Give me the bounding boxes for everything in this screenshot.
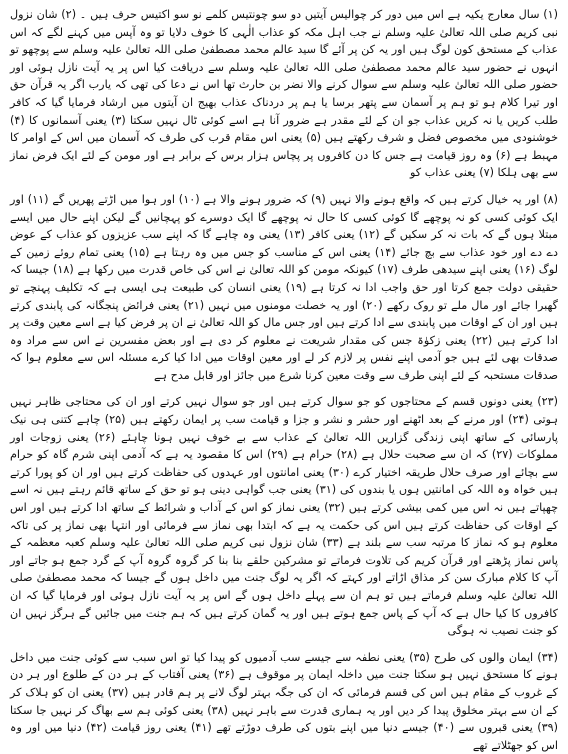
footnotes-paragraph-3: (۲۳) یعنی دونوں قسم کے محتاجوں کو جو سوال کرتے ہیں اور جو سوال نہیں کرتے اور ان کی محتاجی ظاہر نہیں ہوتی (۲۴) اور مرنے کے بعد اٹھنے اور حشر و نشر و جزا و قیامت سب پر ایمان رکھتے ہیں (۲۵) چاہے کتنی ہی نیک پارسائی کے ساتھ اپنی زندگی گزاریں اللہ تعالیٰ کے عذاب سے بے خوف نہیں ہونا چاہئے (۲۶) یعنی زوجات اور مملوکات (۲۷) کہ ان سے صحبت حلال ہے (۲۸) حرام ہے (۲۹) اس کا مقصود یہ ہے کہ آدمی اپنی شرم گاہ کو حرام سے بچائے اور صرف حلال طریقہ اختیار کرے (۳۰) یعنی امانتوں اور عہدوں کی حفاظت کرتے ہیں اور ان کو پورا کرتے ہیں خواہ وہ اللہ کی امانتیں ہوں یا بندوں کی (۳۱) یعنی جب گواہی دینی ہو تو حق کے ساتھ قائم رہتے ہیں نہ اسے چھپاتے ہیں نہ اس میں کمی بیشی کرتے ہیں (۳۲) یعنی نماز کو اس کے آداب و شرائط کے ساتھ ادا کرتے ہیں اور اس کے اوقات کی حفاظت کرتے ہیں اس کی حکمت یہ ہے کہ ابتدا بھی نماز سے فرمائی اور انتہا بھی نماز پر کی تاکہ معلوم ہو کہ نماز کا مرتبہ سب سے بلند ہے (۳۳) شان نزول نبی کریم صلی اللہ تعالیٰ علیہ وسلم کعبہ معظمہ کے پاس نماز پڑھتے اور قرآن کریم کی تلاوت فرماتے تو مشرکین حلقے بنا بنا کر گروہ گروہ آپ کے گرد جمع ہو جاتے اور آپ کا کلام مبارک سن کر مذاق اڑاتے اور کہتے کہ اگر یہ لوگ جنت میں داخل ہوں گے جیسا کہ محمد مصطفیٰ صلی اللہ تعالیٰ علیہ وسلم فرماتے ہیں تو ہم ان سے پہلے داخل ہوں گے اس پر یہ آیت نازل ہوئی اور فرمایا گیا کہ ان کافروں کا کیا حال ہے کہ آپ کے پاس جمع ہوتے ہیں اور یہ گمان کرتے ہیں کہ ہم جنت میں جائیں گے ہرگز نہیں ان کو جنت نصیب نہ ہوگی: [10, 395, 559, 638]
footnotes-paragraph-4: (۳۴) ایمان والوں کی طرح (۳۵) یعنی نطفہ سے جیسے سب آدمیوں کو پیدا کیا تو اس سبب سے کوئی جنت میں داخل ہونے کا مستحق نہیں ہو سکتا جنت میں داخلہ ایمان پر موقوف ہے (۳۶) یعنی آفتاب کے ہر دن کے طلوع اور ہر دن کے غروب کے مقام ہیں اس کی قسم فرمائی کہ ان کی جگہ بہتر لوگ لانے پر ہم قادر ہیں (۳۷) یعنی ان کو ہلاک کر کے ان سے بہتر مخلوق پیدا کر دیں اور یہ ہماری قدرت سے باہر نہیں (۳۸) یعنی کوئی ہم سے بھاگ کر نہیں جا سکتا (۳۹) یعنی قبروں سے (۴۰) جیسے دنیا میں اپنے بتوں کی طرف دوڑتے تھے (۴۱) یعنی روز قیامت (۴۲) دنیا میں اور وہ اس کو جھٹلاتے تھے: [10, 650, 559, 752]
footnotes-paragraph-2: (۸) اور یہ خیال کرتے ہیں کہ واقع ہونے والا نہیں (۹) کہ ضرور ہونے والا ہے (۱۰) اور ہوا میں اڑتے پھریں گے (۱۱) اور ایک کوئی کسی کو نہ پوچھے گا کوئی کسی کا حال نہ پوچھے گا ایک دوسرے کو پہچانیں گے لیکن اپنے حال میں ایسے مبتلا ہوں گے کہ بات نہ کر سکیں گے (۱۲) یعنی کافر (۱۳) یعنی وہ چاہے گا کہ اپنے سب عزیزوں کو عذاب کے عوض دے دے اور خود عذاب سے بچ جائے (۱۴) یعنی اس کے مناسب کو جس میں وہ رہتا ہے (۱۵) یعنی تمام روئے زمین کے لوگ (۱۶) یعنی اپنے سیدھی طرف (۱۷) کیونکہ مومن کو اللہ تعالیٰ نے اس کی خاص قدرت میں رکھا ہے (۱۸) جیسا کہ حقیقی دولت جمع کرتا اور حق واجب ادا نہ کرتا ہے (۱۹) یعنی انسان کی طبیعت ہی ایسی ہے کہ تکلیف پہنچے تو گھبرا جائے اور مال ملے تو روک رکھے (۲۰) اور یہ خصلت مومنوں میں نہیں (۲۱) یعنی فرائض پنجگانہ کی پابندی کرتے ہیں اور ان کے اوقات میں پابندی سے ادا کرتے ہیں اور جس مال کو اللہ تعالیٰ نے ان پر فرض کیا ہے اسے معین وقت پر ادا کرتے ہیں (۲۲) یعنی زکوٰۃ جس کی مقدار شریعت نے معلوم کر دی ہے اور بعض مفسرین نے اس سے مراد وہ صدقات بھی لئے ہیں جو آدمی اپنے نفس پر لازم کر لے اور معین اوقات میں ادا کیا کرے مسئلہ اس سے معلوم ہوا کہ صدقات مستحبہ کے لئے اپنی طرف سے وقت معین کرنا شرع میں جائز اور قابل مدح ہے: [10, 192, 559, 382]
paragraph-gap: [10, 384, 558, 393]
footnotes-paragraph-1: (۱) سال معارج یکیہ ہے اس میں دور کر چوالیس آیتیں دو سو چونتیس کلمے نو سو اکتیس حرف ہیں ۔ (۲) شان نزول نبی کریم صلی اللہ تعالیٰ علیہ وسلم نے جب اہل مکہ کو عذاب الٰہی کا خوف دلایا تو وہ آپس میں کہنے لگے کہ اس عذاب کے مستحق کون لوگ ہیں اور یہ کن پر آئے گا سید عالم محمد مصطفیٰ صلی اللہ تعالیٰ علیہ وسلم سے پوچھو تو انہوں نے حضور سید عالم محمد مصطفیٰ صلی اللہ تعالیٰ علیہ وسلم سے دریافت کیا اس پر یہ آیت نازل ہوئی اور حضور صلی اللہ تعالیٰ علیہ وسلم سے سوال کرنے والا نضر بن حارث تھا اس نے دعا کی تھی کہ یارب اگر یہ قرآن حق اور تیرا کلام ہو تو ہم پر آسمان سے پتھر برسا یا ہم پر دردناک عذاب بھیج ان آیتوں میں ارشاد فرمایا گیا کہ کافر طلب کریں یا نہ کریں عذاب جو ان کے لئے مقدر ہے ضرور آنا ہے اسے کوئی ٹال نہیں سکتا (۳) یعنی آسمانوں کا (۴) خوشنودی میں مخصوص فضل و شرف رکھتے ہیں (۵) یعنی اس مقام قرب کی طرف کہ آسمان میں اس کے اوامر کا مہبط ہے (۶) وہ روز قیامت ہے جس کا دن کافروں پر پچاس ہزار برس کے برابر ہے اور مومن کے لئے ایک فرض نماز سے بھی ہلکا (۷) یعنی عذاب کو: [10, 8, 558, 180]
paragraph-gap: [10, 640, 558, 649]
paragraph-gap: [10, 182, 558, 191]
